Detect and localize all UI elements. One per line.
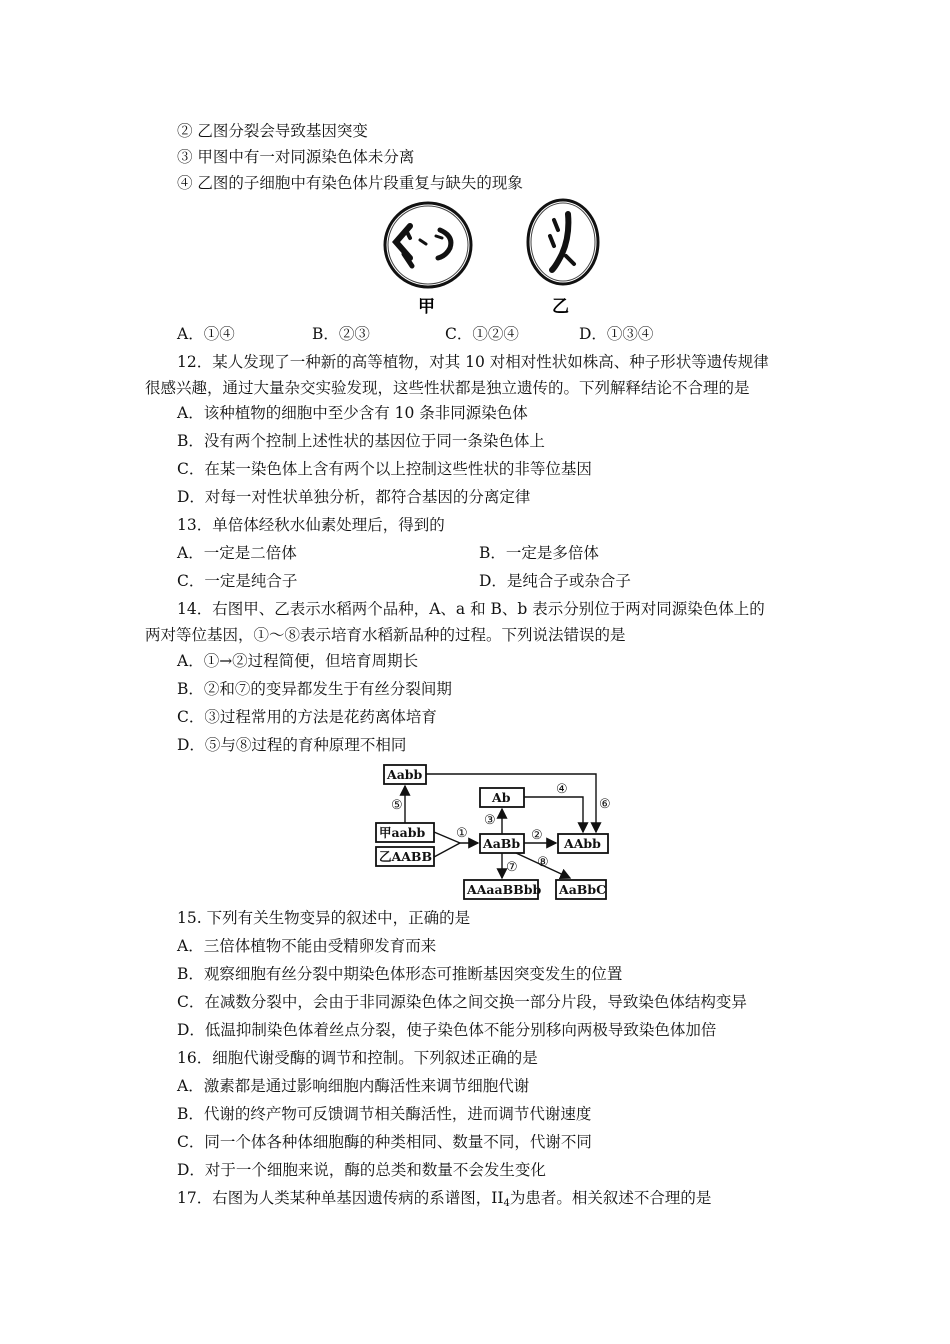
q16-option-c[interactable]: C．同一个体各种体细胞酶的种类相同、数量不同，代谢不同 xyxy=(177,1133,592,1151)
q12-option-b[interactable]: B．没有两个控制上述性状的基因位于同一条染色体上 xyxy=(177,432,545,450)
q12-stem-line1: 12．某人发现了一种新的高等植物，对其 10 对相对性状如株高、种子形状等遗传规律 xyxy=(177,353,769,371)
step-6: ⑥ xyxy=(599,797,611,812)
q16-stem: 16．细胞代谢受酶的调节和控制。下列叙述正确的是 xyxy=(177,1049,538,1067)
step-1: ① xyxy=(456,826,468,841)
q11-option-c[interactable]: C．①②④ xyxy=(445,325,519,343)
jia-label: 甲aabb xyxy=(379,825,426,840)
q15-option-a[interactable]: A．三倍体植物不能由受精卵发育而来 xyxy=(177,937,437,955)
step-3: ③ xyxy=(484,813,496,828)
q13-option-c[interactable]: C．一定是纯合子 xyxy=(177,572,298,590)
q13-option-d[interactable]: D．是纯合子或杂合子 xyxy=(479,572,631,590)
q15-option-d[interactable]: D．低温抑制染色体着丝点分裂，使子染色体不能分别移向两极导致染色体加倍 xyxy=(177,1021,717,1039)
step-8: ⑧ xyxy=(537,855,549,870)
aabb-result-label: AAbb xyxy=(564,836,601,851)
q14-option-a[interactable]: A．①→②过程简便，但培育周期长 xyxy=(177,652,419,670)
aabb-mid-label: AaBb xyxy=(483,836,521,851)
q11-option-d[interactable]: D．①③④ xyxy=(579,325,654,343)
q13-option-b[interactable]: B．一定是多倍体 xyxy=(479,544,599,562)
q13-option-a[interactable]: A．一定是二倍体 xyxy=(177,544,297,562)
cell-division-figure xyxy=(380,196,620,320)
step-4: ④ xyxy=(556,782,568,797)
q11-item-3: ③ 甲图中有一对同源染色体未分离 xyxy=(177,148,415,166)
q12-option-c[interactable]: C．在某一染色体上含有两个以上控制这些性状的非等位基因 xyxy=(177,460,592,478)
q12-stem-line2: 很感兴趣，通过大量杂交实验发现，这些性状都是独立遗传的。下列解释结论不合理的是 xyxy=(145,379,750,397)
q14-stem-line1: 14．右图甲、乙表示水稻两个品种，A、a 和 B、b 表示分别位于两对同源染色体上的 xyxy=(177,600,765,618)
step-5: ⑤ xyxy=(391,798,403,813)
step-2: ② xyxy=(531,828,543,843)
breeding-diagram xyxy=(370,762,620,902)
q14-stem-line2: 两对等位基因，①～⑧表示培育水稻新品种的过程。下列说法错误的是 xyxy=(145,626,626,644)
q16-option-a[interactable]: A．激素都是通过影响细胞内酶活性来调节细胞代谢 xyxy=(177,1077,530,1095)
q11-item-2: ② 乙图分裂会导致基因突变 xyxy=(177,122,368,140)
q14-option-d[interactable]: D．⑤与⑧过程的育种原理不相同 xyxy=(177,736,407,754)
q17-stem-post: 为患者。相关叙述不合理的是 xyxy=(509,1189,712,1207)
q13-stem: 13．单倍体经秋水仙素处理后，得到的 xyxy=(177,516,445,534)
q16-option-b[interactable]: B．代谢的终产物可反馈调节相关酶活性，进而调节代谢速度 xyxy=(177,1105,592,1123)
q12-option-a[interactable]: A．该种植物的细胞中至少含有 10 条非同源染色体 xyxy=(177,404,528,422)
aabb-top-label: Aabb xyxy=(387,767,423,782)
q17-stem-pre: 17．右图为人类某种单基因遗传病的系谱图，II xyxy=(177,1189,504,1207)
q14-option-b[interactable]: B．②和⑦的变异都发生于有丝分裂间期 xyxy=(177,680,452,698)
q11-option-b[interactable]: B．②③ xyxy=(312,325,370,343)
q16-option-d[interactable]: D．对于一个细胞来说，酶的总类和数量不会发生变化 xyxy=(177,1161,546,1179)
cell-yi-image xyxy=(528,200,598,284)
ab-label: Ab xyxy=(492,790,511,805)
yi-label: 乙AABB xyxy=(379,849,433,864)
aabbc-label: AaBbC xyxy=(559,882,607,897)
cell-yi-label: 乙 xyxy=(552,297,569,317)
cell-jia-image xyxy=(385,203,471,287)
q15-option-c[interactable]: C．在减数分裂中，会由于非同源染色体之间交换一部分片段，导致染色体结构变异 xyxy=(177,993,747,1011)
q17-stem-sub: 4 xyxy=(503,1198,510,1209)
q15-stem: 15. 下列有关生物变异的叙述中，正确的是 xyxy=(177,909,471,927)
cell-jia-label: 甲 xyxy=(418,297,435,317)
q12-option-d[interactable]: D．对每一对性状单独分析，都符合基因的分离定律 xyxy=(177,488,531,506)
q14-option-c[interactable]: C．③过程常用的方法是花药离体培育 xyxy=(177,708,437,726)
q11-option-a[interactable]: A．①④ xyxy=(177,325,235,343)
q15-option-b[interactable]: B．观察细胞有丝分裂中期染色体形态可推断基因突变发生的位置 xyxy=(177,965,623,983)
step-7: ⑦ xyxy=(506,860,518,875)
tetraploid-label: AAaaBBbb xyxy=(467,882,542,897)
q11-item-4: ④ 乙图的子细胞中有染色体片段重复与缺失的现象 xyxy=(177,174,523,192)
q17-stem xyxy=(177,1188,711,1214)
